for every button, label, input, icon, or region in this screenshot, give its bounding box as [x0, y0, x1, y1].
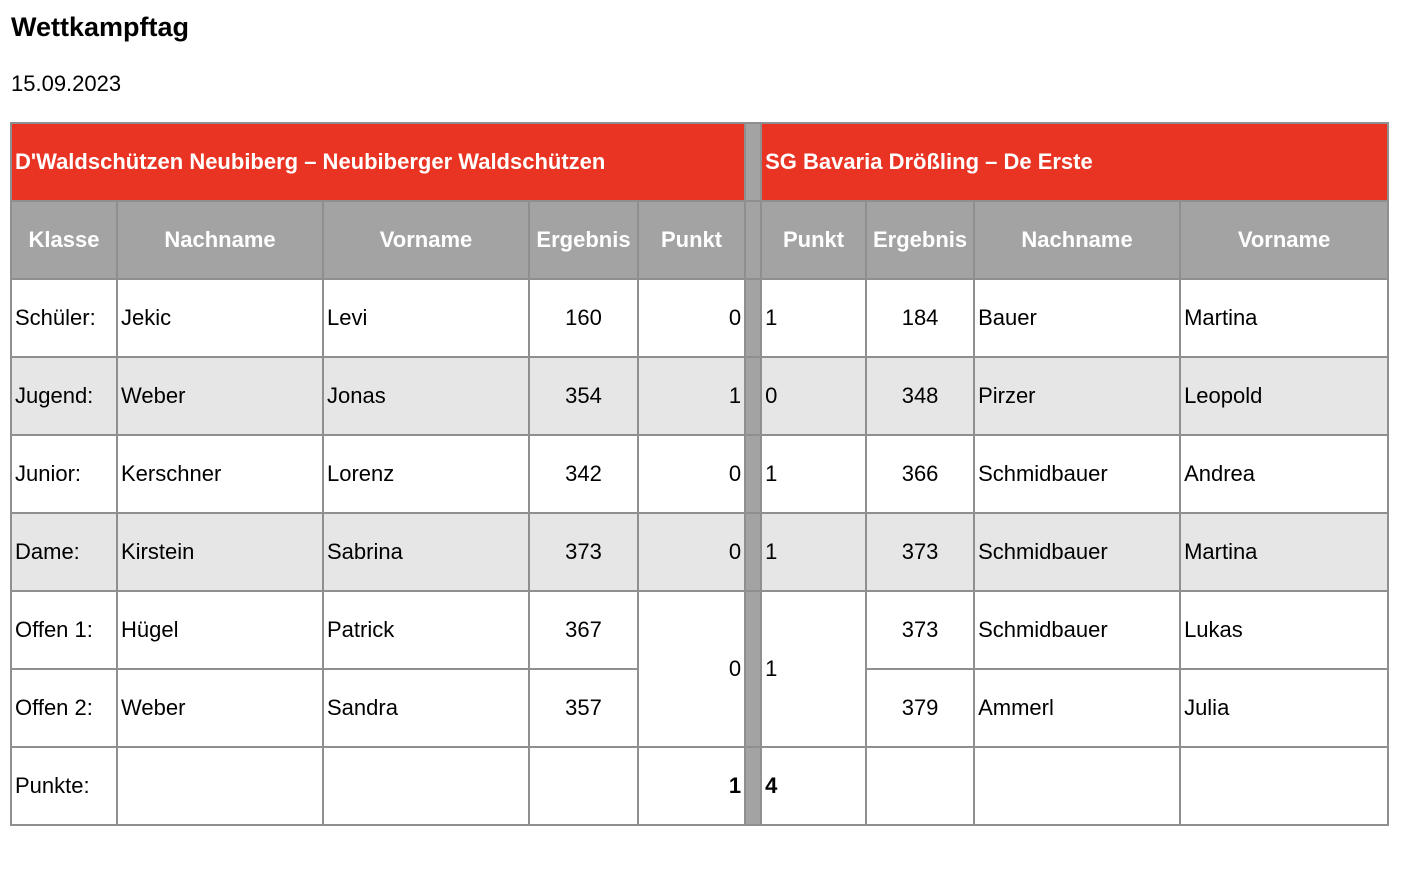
column-separator [745, 435, 761, 513]
table-row [11, 357, 1388, 435]
cell-klasse: Offen 2: [11, 669, 117, 747]
cell-punkt-right: 0 [761, 357, 866, 435]
empty-cell [117, 747, 323, 825]
cell-vorname-right: Andrea [1180, 435, 1388, 513]
team-left-name: D'Waldschützen Neubiberg – Neubiberger Waldschützen [11, 123, 745, 201]
results-table [10, 122, 1389, 826]
cell-ergebnis-right: 184 [866, 279, 974, 357]
header-klasse: Klasse [11, 201, 117, 279]
cell-nachname-left: Hügel [117, 591, 323, 669]
cell-klasse: Offen 1: [11, 591, 117, 669]
totals-label: Punkte: [11, 747, 117, 825]
cell-nachname-right: Schmidbauer [974, 513, 1180, 591]
cell-vorname-left: Jonas [323, 357, 529, 435]
cell-nachname-right: Schmidbauer [974, 435, 1180, 513]
header-vorname-left: Vorname [323, 201, 529, 279]
cell-vorname-right: Julia [1180, 669, 1388, 747]
totals-left: 1 [638, 747, 745, 825]
header-ergebnis-left: Ergebnis [529, 201, 638, 279]
cell-punkt-left-offen: 0 [638, 591, 745, 747]
column-separator [745, 357, 761, 435]
table-row [11, 435, 1388, 513]
cell-nachname-right: Bauer [974, 279, 1180, 357]
team-header-row [11, 123, 1388, 201]
header-punkt-right: Punkt [761, 201, 866, 279]
cell-ergebnis-left: 160 [529, 279, 638, 357]
cell-punkt-left: 0 [638, 279, 745, 357]
cell-ergebnis-left: 354 [529, 357, 638, 435]
cell-nachname-left: Kirstein [117, 513, 323, 591]
empty-cell [1180, 747, 1388, 825]
empty-cell [529, 747, 638, 825]
cell-ergebnis-right: 373 [866, 591, 974, 669]
cell-klasse: Schüler: [11, 279, 117, 357]
table-row [11, 513, 1388, 591]
cell-vorname-right: Martina [1180, 279, 1388, 357]
totals-right: 4 [761, 747, 866, 825]
cell-vorname-right: Leopold [1180, 357, 1388, 435]
cell-punkt-right: 1 [761, 435, 866, 513]
empty-cell [974, 747, 1180, 825]
cell-ergebnis-left: 373 [529, 513, 638, 591]
cell-vorname-left: Levi [323, 279, 529, 357]
team-right-name: SG Bavaria Drößling – De Erste [761, 123, 1388, 201]
cell-klasse: Jugend: [11, 357, 117, 435]
cell-ergebnis-left: 367 [529, 591, 638, 669]
cell-vorname-left: Sandra [323, 669, 529, 747]
column-separator [745, 747, 761, 825]
column-separator [745, 279, 761, 357]
table-row [11, 279, 1388, 357]
cell-punkt-right: 1 [761, 279, 866, 357]
table-row [11, 591, 1388, 669]
cell-vorname-left: Sabrina [323, 513, 529, 591]
column-separator [745, 591, 761, 747]
cell-ergebnis-right: 348 [866, 357, 974, 435]
column-separator [745, 123, 761, 201]
cell-punkt-left: 1 [638, 357, 745, 435]
cell-punkt-right: 1 [761, 513, 866, 591]
cell-nachname-left: Weber [117, 669, 323, 747]
cell-ergebnis-left: 342 [529, 435, 638, 513]
column-header-row [11, 201, 1388, 279]
header-vorname-right: Vorname [1180, 201, 1388, 279]
empty-cell [866, 747, 974, 825]
empty-cell [323, 747, 529, 825]
match-date: 15.09.2023 [11, 71, 122, 96]
cell-nachname-right: Ammerl [974, 669, 1180, 747]
column-separator [745, 201, 761, 279]
cell-vorname-right: Lukas [1180, 591, 1388, 669]
cell-nachname-right: Pirzer [974, 357, 1180, 435]
cell-punkt-left: 0 [638, 435, 745, 513]
cell-nachname-left: Weber [117, 357, 323, 435]
cell-vorname-left: Lorenz [323, 435, 529, 513]
page-title: Wettkampftag [11, 12, 190, 42]
header-nachname-left: Nachname [117, 201, 323, 279]
cell-punkt-right-offen: 1 [761, 591, 866, 747]
cell-vorname-left: Patrick [323, 591, 529, 669]
cell-klasse: Dame: [11, 513, 117, 591]
cell-nachname-right: Schmidbauer [974, 591, 1180, 669]
cell-vorname-right: Martina [1180, 513, 1388, 591]
header-nachname-right: Nachname [974, 201, 1180, 279]
cell-punkt-left: 0 [638, 513, 745, 591]
totals-row [11, 747, 1388, 825]
cell-klasse: Junior: [11, 435, 117, 513]
cell-nachname-left: Jekic [117, 279, 323, 357]
column-separator [745, 513, 761, 591]
header-ergebnis-right: Ergebnis [866, 201, 974, 279]
cell-nachname-left: Kerschner [117, 435, 323, 513]
cell-ergebnis-right: 373 [866, 513, 974, 591]
cell-ergebnis-right: 366 [866, 435, 974, 513]
cell-ergebnis-left: 357 [529, 669, 638, 747]
header-punkt-left: Punkt [638, 201, 745, 279]
cell-ergebnis-right: 379 [866, 669, 974, 747]
